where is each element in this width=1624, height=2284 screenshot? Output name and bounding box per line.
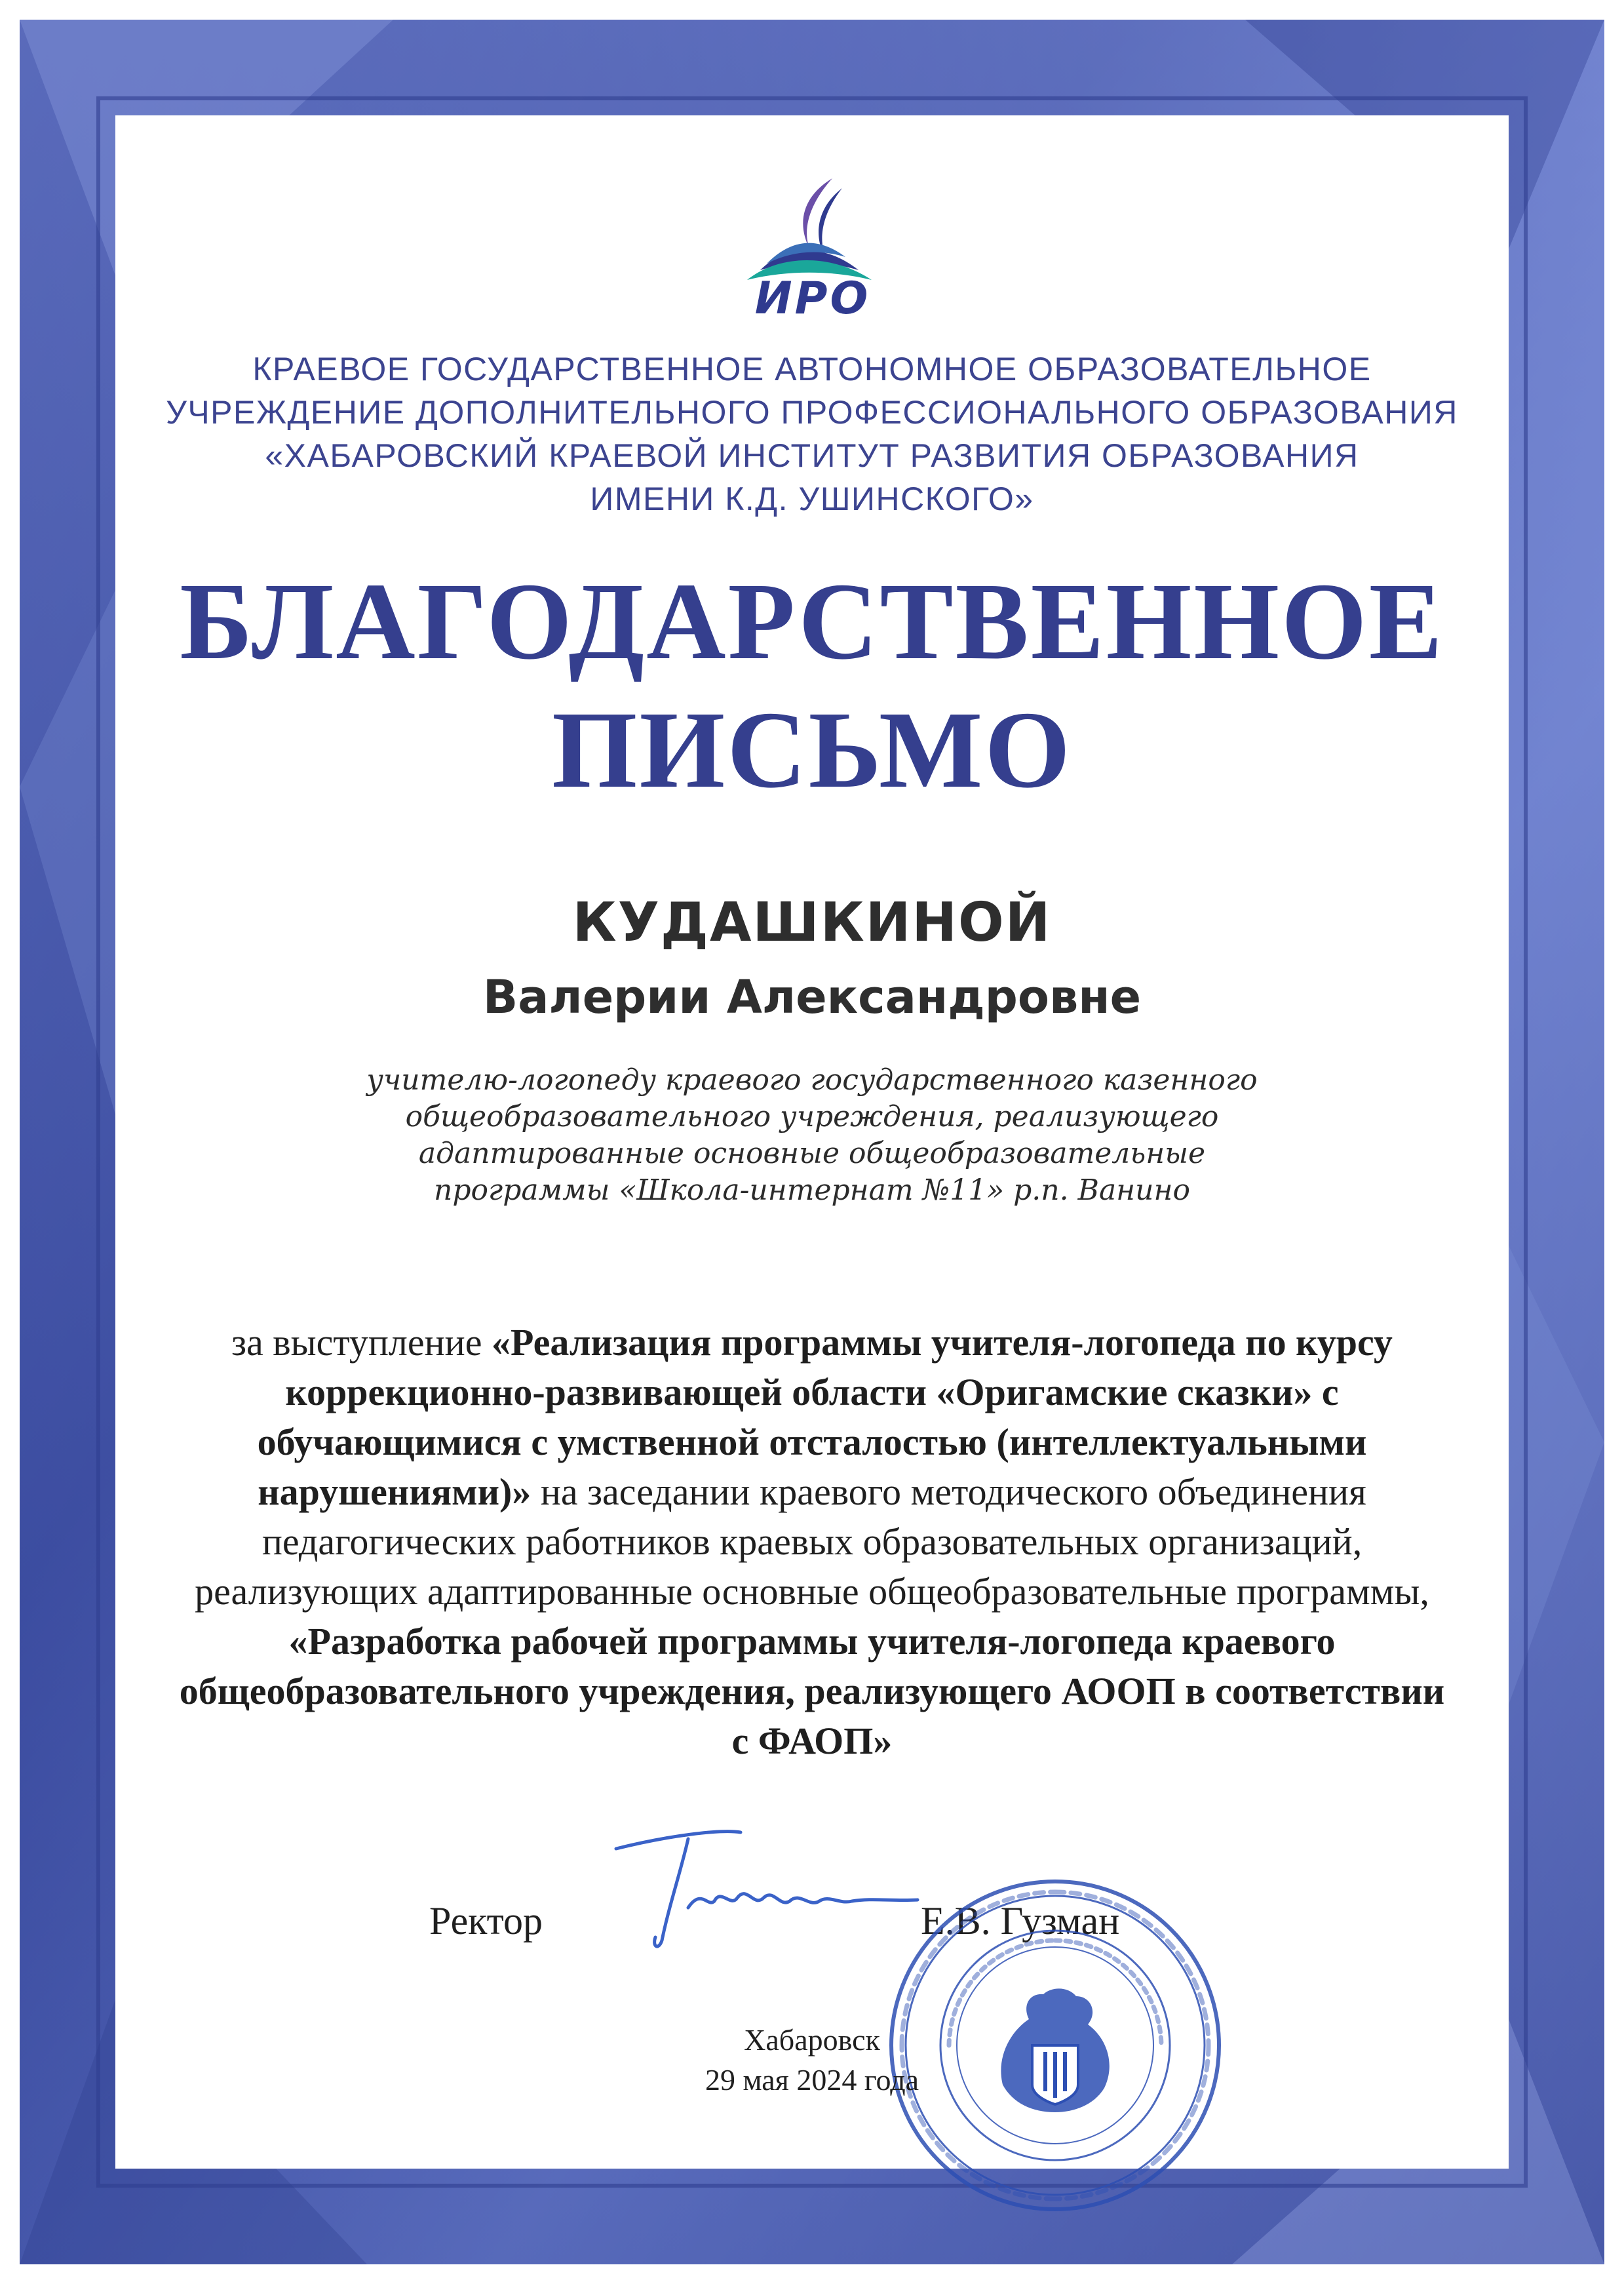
position-line: учителю-логопеду краевого государственного казенного xyxy=(366,1063,1258,1097)
body-middle: на заседании краевого методического объединения педагогических работников краевых образовательных организаций, реализующих адаптированные основные общеобразовательные программы, xyxy=(195,1470,1429,1613)
meeting-topic: «Разработка рабочей программы учителя-логопеда краевого общеобразовательного учреждения, реализующего АООП в соответствии с ФАОП» xyxy=(179,1620,1445,1762)
title-line-2: ПИСЬМО xyxy=(551,689,1073,811)
signatory-name: Е.В. Гузман xyxy=(921,1899,1120,1942)
body-intro: за выступление xyxy=(231,1321,492,1364)
institution-line: УЧРЕЖДЕНИЕ ДОПОЛНИТЕЛЬНОГО ПРОФЕССИОНАЛЬНОГО ОБРАЗОВАНИЯ xyxy=(166,394,1458,431)
institution-line: «ХАБАРОВСКИЙ КРАЕВОЙ ИНСТИТУТ РАЗВИТИЯ ОБРАЗОВАНИЯ xyxy=(265,437,1359,474)
document-title xyxy=(0,557,1624,814)
position-line: адаптированные основные общеобразовательные xyxy=(418,1137,1206,1170)
issue-date: 29 мая 2024 года xyxy=(705,2063,919,2097)
signatory-role: Ректор xyxy=(429,1899,543,1942)
place-of-issue: Хабаровск xyxy=(744,2023,880,2057)
logo-text: ИРО xyxy=(754,273,871,325)
recipient-given-names: Валерии Александровне xyxy=(482,970,1142,1024)
title-line-1: БЛАГОДАРСТВЕННОЕ xyxy=(180,561,1444,682)
award-reason xyxy=(170,1318,1454,1766)
recipient-position xyxy=(0,1062,1624,1209)
institution-line: ИМЕНИ К.Д. УШИНСКОГО» xyxy=(590,481,1034,517)
institution-line: КРАЕВОЕ ГОСУДАРСТВЕННОЕ АВТОНОМНОЕ ОБРАЗОВАТЕЛЬНОЕ xyxy=(252,351,1372,387)
talk-title: «Реализация программы учителя-логопеда по курсу коррекционно-развивающей области «Оригамские сказки» с обучающимися с умственной отсталостью (интеллектуальными нарушениями)» xyxy=(257,1321,1393,1513)
position-line: программы «Школа-интернат №11» р.п. Ванино xyxy=(434,1173,1190,1207)
position-line: общеобразовательного учреждения, реализующего xyxy=(405,1100,1219,1133)
institution-name xyxy=(0,347,1624,521)
recipient-surname: КУДАШКИНОЙ xyxy=(572,892,1052,954)
